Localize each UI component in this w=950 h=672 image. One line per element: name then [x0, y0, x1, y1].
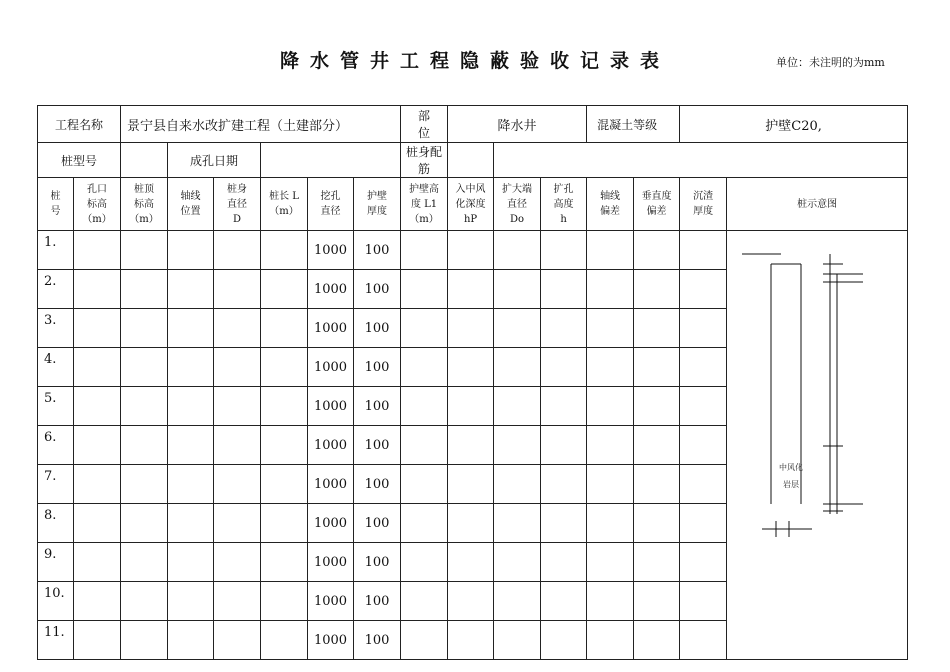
pile-type-value [121, 143, 168, 178]
table-cell [74, 231, 121, 270]
table-cell [261, 426, 308, 465]
table-cell [121, 426, 168, 465]
hole-date-label: 成孔日期 [168, 143, 261, 178]
column-header-line: 桩示意图 [797, 198, 838, 210]
table-cell [168, 621, 214, 660]
table-cell [448, 387, 494, 426]
table-cell [587, 309, 634, 348]
table-cell [168, 309, 214, 348]
table-cell [401, 543, 448, 582]
column-header-line: D [233, 213, 242, 225]
table-cell [168, 270, 214, 309]
table-cell [634, 231, 680, 270]
table-cell [587, 387, 634, 426]
table-cell [401, 387, 448, 426]
concrete-grade-label: 混凝土等级 [587, 106, 680, 143]
table-cell [494, 621, 541, 660]
table-cell [121, 348, 168, 387]
table-cell [261, 309, 308, 348]
rebar-label: 桩身配筋 [401, 143, 448, 178]
column-header [448, 178, 494, 231]
table-cell [448, 426, 494, 465]
column-header [214, 178, 261, 231]
wall-thickness-cell: 100 [354, 387, 401, 426]
column-header-line: （m） [129, 213, 159, 225]
table-cell [74, 270, 121, 309]
column-header-line: 号 [50, 206, 61, 217]
dig-diameter-cell: 1000 [308, 348, 354, 387]
column-header-line: 护壁 [367, 191, 388, 202]
table-cell [634, 504, 680, 543]
column-header-line: 桩身 [227, 183, 248, 195]
column-header-line: 扩大端 [502, 183, 533, 195]
pile-number: 6. [38, 426, 74, 465]
table-cell [168, 465, 214, 504]
table-cell [121, 582, 168, 621]
table-cell [261, 621, 308, 660]
column-header-line: 标高 [134, 198, 155, 210]
dig-diameter-cell: 1000 [308, 582, 354, 621]
column-header-line: （m） [82, 213, 112, 225]
info-row-1 [38, 106, 908, 143]
table-cell [74, 543, 121, 582]
table-cell [448, 465, 494, 504]
table-cell [261, 231, 308, 270]
table-cell [121, 465, 168, 504]
table-cell [448, 309, 494, 348]
table-cell [680, 309, 727, 348]
dig-diameter-cell: 1000 [308, 309, 354, 348]
pile-number: 7. [38, 465, 74, 504]
table-cell [168, 426, 214, 465]
column-header-line: Do [510, 213, 525, 225]
dig-diameter-cell: 1000 [308, 621, 354, 660]
table-cell [494, 426, 541, 465]
dig-diameter-cell: 1000 [308, 465, 354, 504]
record-table [37, 105, 908, 660]
table-cell [214, 543, 261, 582]
table-cell [680, 504, 727, 543]
column-header-line: 轴线 [600, 191, 621, 202]
table-cell [448, 348, 494, 387]
table-cell [541, 309, 587, 348]
table-cell [634, 348, 680, 387]
project-name-value: 景宁县自来水改扩建工程（土建部分） [121, 106, 401, 143]
pile-number: 5. [38, 387, 74, 426]
table-cell [541, 387, 587, 426]
table-cell [634, 465, 680, 504]
table-cell [74, 465, 121, 504]
table-cell [448, 231, 494, 270]
table-cell [214, 387, 261, 426]
table-cell [74, 387, 121, 426]
column-header-line: 挖孔 [320, 191, 341, 202]
info-row-2 [38, 143, 908, 178]
column-header-line: h [560, 213, 567, 225]
column-header-line: 化深度 [455, 198, 486, 210]
table-cell [401, 231, 448, 270]
pile-diagram-cell [727, 231, 908, 660]
column-header-line: hP [463, 213, 478, 225]
table-cell [401, 582, 448, 621]
column-header-line: （m） [409, 213, 439, 225]
wall-thickness-cell: 100 [354, 621, 401, 660]
table-cell [541, 426, 587, 465]
table-cell [121, 621, 168, 660]
hole-date-value [261, 143, 401, 178]
column-header [494, 178, 541, 231]
table-cell [74, 504, 121, 543]
table-cell [587, 231, 634, 270]
table-cell [494, 270, 541, 309]
table-cell [448, 504, 494, 543]
table-cell [121, 231, 168, 270]
project-name-label: 工程名称 [38, 106, 121, 143]
form-title: 降水管井工程隐蔽验收记录表 [279, 50, 670, 72]
column-header-line: 扩孔 [553, 183, 574, 195]
table-cell [261, 270, 308, 309]
wall-thickness-cell: 100 [354, 465, 401, 504]
table-cell [680, 426, 727, 465]
column-header-line: 入中风 [455, 183, 486, 195]
table-cell [541, 270, 587, 309]
wall-thickness-cell: 100 [354, 309, 401, 348]
column-header [680, 178, 727, 231]
table-cell [401, 348, 448, 387]
table-cell [587, 270, 634, 309]
table-cell [448, 582, 494, 621]
table-cell [494, 465, 541, 504]
column-header-line: 直径 [320, 206, 341, 217]
table-cell [214, 270, 261, 309]
concrete-grade-value: 护壁C20, [680, 106, 908, 143]
table-cell [214, 348, 261, 387]
wall-thickness-cell: 100 [354, 231, 401, 270]
table-cell [121, 387, 168, 426]
table-cell [214, 309, 261, 348]
dig-diameter-cell: 1000 [308, 504, 354, 543]
table-cell [121, 309, 168, 348]
column-header-line: 直径 [507, 198, 528, 210]
column-header-line: （m） [269, 206, 299, 217]
pile-number: 8. [38, 504, 74, 543]
column-header-line: 桩顶 [134, 183, 155, 195]
table-cell [401, 465, 448, 504]
table-cell [541, 504, 587, 543]
column-header-line: 标高 [87, 198, 107, 210]
rebar-value [494, 143, 908, 178]
table-cell [448, 270, 494, 309]
wall-thickness-cell: 100 [354, 426, 401, 465]
table-cell [121, 504, 168, 543]
dig-diameter-cell: 1000 [308, 270, 354, 309]
dig-diameter-cell: 1000 [308, 543, 354, 582]
column-header-line: 桩长 L [269, 191, 299, 202]
table-cell [494, 348, 541, 387]
table-cell [401, 504, 448, 543]
dig-diameter-cell: 1000 [308, 231, 354, 270]
table-cell [401, 309, 448, 348]
pile-number: 9. [38, 543, 74, 582]
table-cell [541, 348, 587, 387]
table-cell [214, 465, 261, 504]
table-cell [261, 543, 308, 582]
pile-number: 10. [38, 582, 74, 621]
column-header [168, 178, 214, 231]
column-header-line: 直径 [227, 198, 248, 210]
table-cell [261, 387, 308, 426]
table-cell [494, 387, 541, 426]
column-header-line: 轴线 [180, 191, 201, 202]
table-cell [680, 543, 727, 582]
table-cell [634, 426, 680, 465]
table-cell [74, 426, 121, 465]
table-cell [261, 582, 308, 621]
part-value: 降水井 [448, 106, 587, 143]
table-cell [680, 231, 727, 270]
table-cell [587, 543, 634, 582]
table-cell [680, 582, 727, 621]
table-cell [168, 543, 214, 582]
table-cell [634, 621, 680, 660]
table-cell [680, 348, 727, 387]
pile-type-label: 桩型号 [38, 143, 121, 178]
column-header-line: 桩 [50, 191, 61, 202]
pile-diagram [727, 231, 907, 623]
table-cell [168, 582, 214, 621]
pile-number: 4. [38, 348, 74, 387]
table-cell [587, 465, 634, 504]
wall-thickness-cell: 100 [354, 543, 401, 582]
column-header-line: 孔口 [87, 183, 107, 195]
column-header [121, 178, 168, 231]
table-cell [680, 621, 727, 660]
table-cell [261, 504, 308, 543]
table-cell [541, 621, 587, 660]
column-header-line: 厚度 [693, 206, 714, 217]
table-cell [74, 621, 121, 660]
column-header-line: 位置 [180, 206, 201, 217]
table-cell [74, 309, 121, 348]
table-cell [168, 231, 214, 270]
column-header [541, 178, 587, 231]
table-cell [121, 270, 168, 309]
table-cell [587, 504, 634, 543]
table-cell [541, 465, 587, 504]
column-header-line: 厚度 [367, 206, 388, 217]
wall-thickness-cell: 100 [354, 504, 401, 543]
column-header-row [38, 178, 908, 231]
table-cell [74, 348, 121, 387]
dig-diameter-cell: 1000 [308, 387, 354, 426]
pile-number: 1. [38, 231, 74, 270]
table-cell [634, 270, 680, 309]
table-cell [168, 387, 214, 426]
table-cell [448, 621, 494, 660]
pile-number: 2. [38, 270, 74, 309]
table-cell [168, 504, 214, 543]
table-cell [634, 543, 680, 582]
column-header [74, 178, 121, 231]
table-row [38, 231, 908, 270]
table-cell [494, 543, 541, 582]
column-header [38, 178, 74, 231]
table-cell [214, 426, 261, 465]
table-cell [401, 621, 448, 660]
column-header-line: 度 L1 [410, 198, 438, 210]
table-cell [121, 543, 168, 582]
column-header-line: 偏差 [600, 206, 621, 217]
table-cell [587, 348, 634, 387]
table-cell [401, 270, 448, 309]
wall-thickness-cell: 100 [354, 582, 401, 621]
table-cell [541, 231, 587, 270]
table-cell [494, 504, 541, 543]
part-label: 部 位 [401, 106, 448, 143]
column-header-line: 偏差 [646, 206, 667, 217]
table-cell [494, 231, 541, 270]
table-cell [261, 465, 308, 504]
table-cell [494, 582, 541, 621]
pile-number: 3. [38, 309, 74, 348]
table-cell [680, 465, 727, 504]
column-header [727, 178, 908, 231]
table-cell [494, 309, 541, 348]
column-header-line: 垂直度 [641, 191, 672, 202]
column-header [261, 178, 308, 231]
wall-thickness-cell: 100 [354, 270, 401, 309]
column-header-line: 沉渣 [693, 191, 714, 202]
column-header-line: 高度 [553, 198, 574, 210]
table-cell [634, 582, 680, 621]
table-cell [214, 231, 261, 270]
table-cell [168, 348, 214, 387]
table-cell [587, 582, 634, 621]
table-cell [214, 621, 261, 660]
rebar-value-short [448, 143, 494, 178]
column-header [634, 178, 680, 231]
table-cell [634, 309, 680, 348]
table-cell [261, 348, 308, 387]
wall-thickness-cell: 100 [354, 348, 401, 387]
column-header [308, 178, 354, 231]
diagram-rock-label: 中风化 [779, 463, 804, 472]
table-cell [541, 582, 587, 621]
table-cell [541, 543, 587, 582]
table-cell [587, 621, 634, 660]
table-cell [448, 543, 494, 582]
diagram-rock-label: 岩层 [783, 480, 800, 489]
table-cell [680, 270, 727, 309]
column-header [354, 178, 401, 231]
pile-number: 11. [38, 621, 74, 660]
table-cell [214, 582, 261, 621]
column-header-line: 护壁高 [409, 183, 440, 195]
table-cell [587, 426, 634, 465]
table-cell [214, 504, 261, 543]
column-header [587, 178, 634, 231]
table-cell [74, 582, 121, 621]
table-cell [680, 387, 727, 426]
dig-diameter-cell: 1000 [308, 426, 354, 465]
unit-note: 单位：未注明的为mm [776, 56, 885, 69]
table-cell [401, 426, 448, 465]
table-cell [634, 387, 680, 426]
column-header [401, 178, 448, 231]
